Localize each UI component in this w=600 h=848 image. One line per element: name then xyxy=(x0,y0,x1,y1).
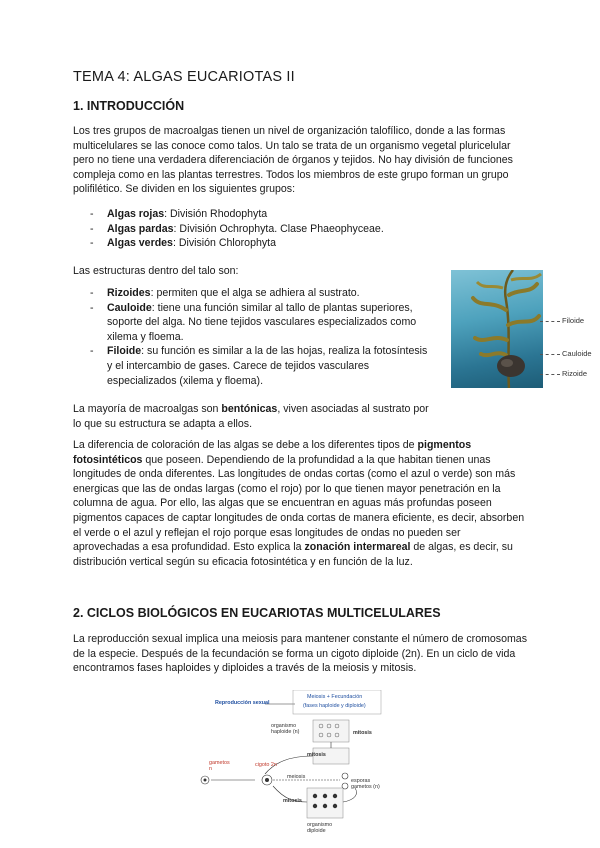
pigments-paragraph: La diferencia de coloración de las algas se debe a los diferentes tipos de pigmentos fotosintéticos que poseen. Dependiendo de la profundidad a la que habitan tienen unas longitudes de onda diferentes. Las longitudes de ondas cortas (como el azul o verde) son más energicas que las de ondas largas (como el rojo) por lo que tienen mayor penetración en la columna de agua. Por ello, las algas que se encuentran en aguas más profundas poseen pigmentos capaces de captar longitudes de onda cortas de manera eficiente, es decir, absorben el verde o el azul y reflejan el rojo porque esas longitudes de ondas no pueden ser aprovechadas a esa profundidad. Esto explica la zonación intermareal de algas, es decir, su distribución vertical según su eficacia fotosintética y en función de la luz. xyxy=(73,439,525,568)
phases-label: (fases haploide y diploide) xyxy=(303,703,366,709)
filoide-callout-line xyxy=(540,321,560,322)
list-item: - Algas pardas: División Ochrophyta. Clase Phaeophyceae. xyxy=(73,222,529,237)
filoide-label: Filoide xyxy=(562,316,585,325)
list-item: - Cauloide: tiene una función similar al tallo de plantas superiores, soporte del alga. No tiene tejidos vasculares especializados como xilema y floema. xyxy=(73,301,433,345)
section2-heading: 2. CICLOS BIOLÓGICOS EN EUCARIOTAS MULTICELULARES xyxy=(73,606,441,620)
zygote-label: cigoto 2n xyxy=(255,762,277,768)
mitosis-label-top: mitosis xyxy=(353,730,372,736)
section1-heading: 1. INTRODUCCIÓN xyxy=(73,99,185,113)
rizoide-label: Rizoide xyxy=(562,369,588,378)
meiosis-fecundation-label: Meiosis + Fecundación xyxy=(307,694,363,700)
mitosis-label-bottom: mitosis xyxy=(283,798,302,804)
benthic-paragraph: La mayoría de macroalgas son bentónicas, viven asociadas al sustrato por lo que su estructura se adapta a ellos. xyxy=(73,403,429,430)
meiosis-label: meiosis xyxy=(287,774,306,780)
spores-label: esporas gametos (n) xyxy=(351,778,380,790)
mitosis-label-mid: mitosis xyxy=(307,752,326,758)
algae-groups-list xyxy=(73,207,529,251)
list-item: - Algas verdes: División Chlorophyta xyxy=(73,236,529,251)
life-cycle-diagram xyxy=(195,690,400,840)
kelp-photo xyxy=(451,270,543,388)
list-item: - Filoide: su función es similar a la de las hojas, realiza la fotosíntesis y el intercambio de gases. Carece de tejidos vasculares especializados (xilema y floema). xyxy=(73,344,433,388)
list-item: - Algas rojas: División Rhodophyta xyxy=(73,207,529,222)
diploid-organism-label: organismo diploide xyxy=(307,822,333,834)
haploid-organism-label: organismo haploide (n) xyxy=(271,723,300,735)
document-title: TEMA 4: ALGAS EUCARIOTAS II xyxy=(73,69,295,85)
cauloide-label: Cauloide xyxy=(562,349,592,358)
structures-list xyxy=(73,286,433,388)
intro-paragraph: Los tres grupos de macroalgas tienen un nivel de organización talofílico, donde a las formas multicelulares se las conoce como talos. Un talo se trata de un organismo vegetal pluricelular pero no tiene una verdadera diferenciación de órganos y tejidos. No hay división de funciones compleja como en las plantas terrestres. Todos los miembros de este grupo forman un grupo polifilético. Se dividen en los siguientes grupos: xyxy=(73,125,513,196)
cauloide-callout-line xyxy=(540,354,560,355)
sexual-reproduction-label: Reproducción sexual xyxy=(215,700,270,706)
cycles-paragraph: La reproducción sexual implica una meiosis para mantener constante el número de cromosomas de la especie. Después de la fecundación se forma un cigoto diploide (2n). En un ciclo de vida encontramos fases haploides y diploides a través de la meiosis y mitosis. xyxy=(73,633,528,675)
gametes-label: gametos n xyxy=(209,760,230,772)
rizoide-callout-line xyxy=(540,374,560,375)
list-item: - Rizoides: permiten que el alga se adhiera al sustrato. xyxy=(73,286,433,301)
structures-intro: Las estructuras dentro del talo son: xyxy=(73,265,239,277)
